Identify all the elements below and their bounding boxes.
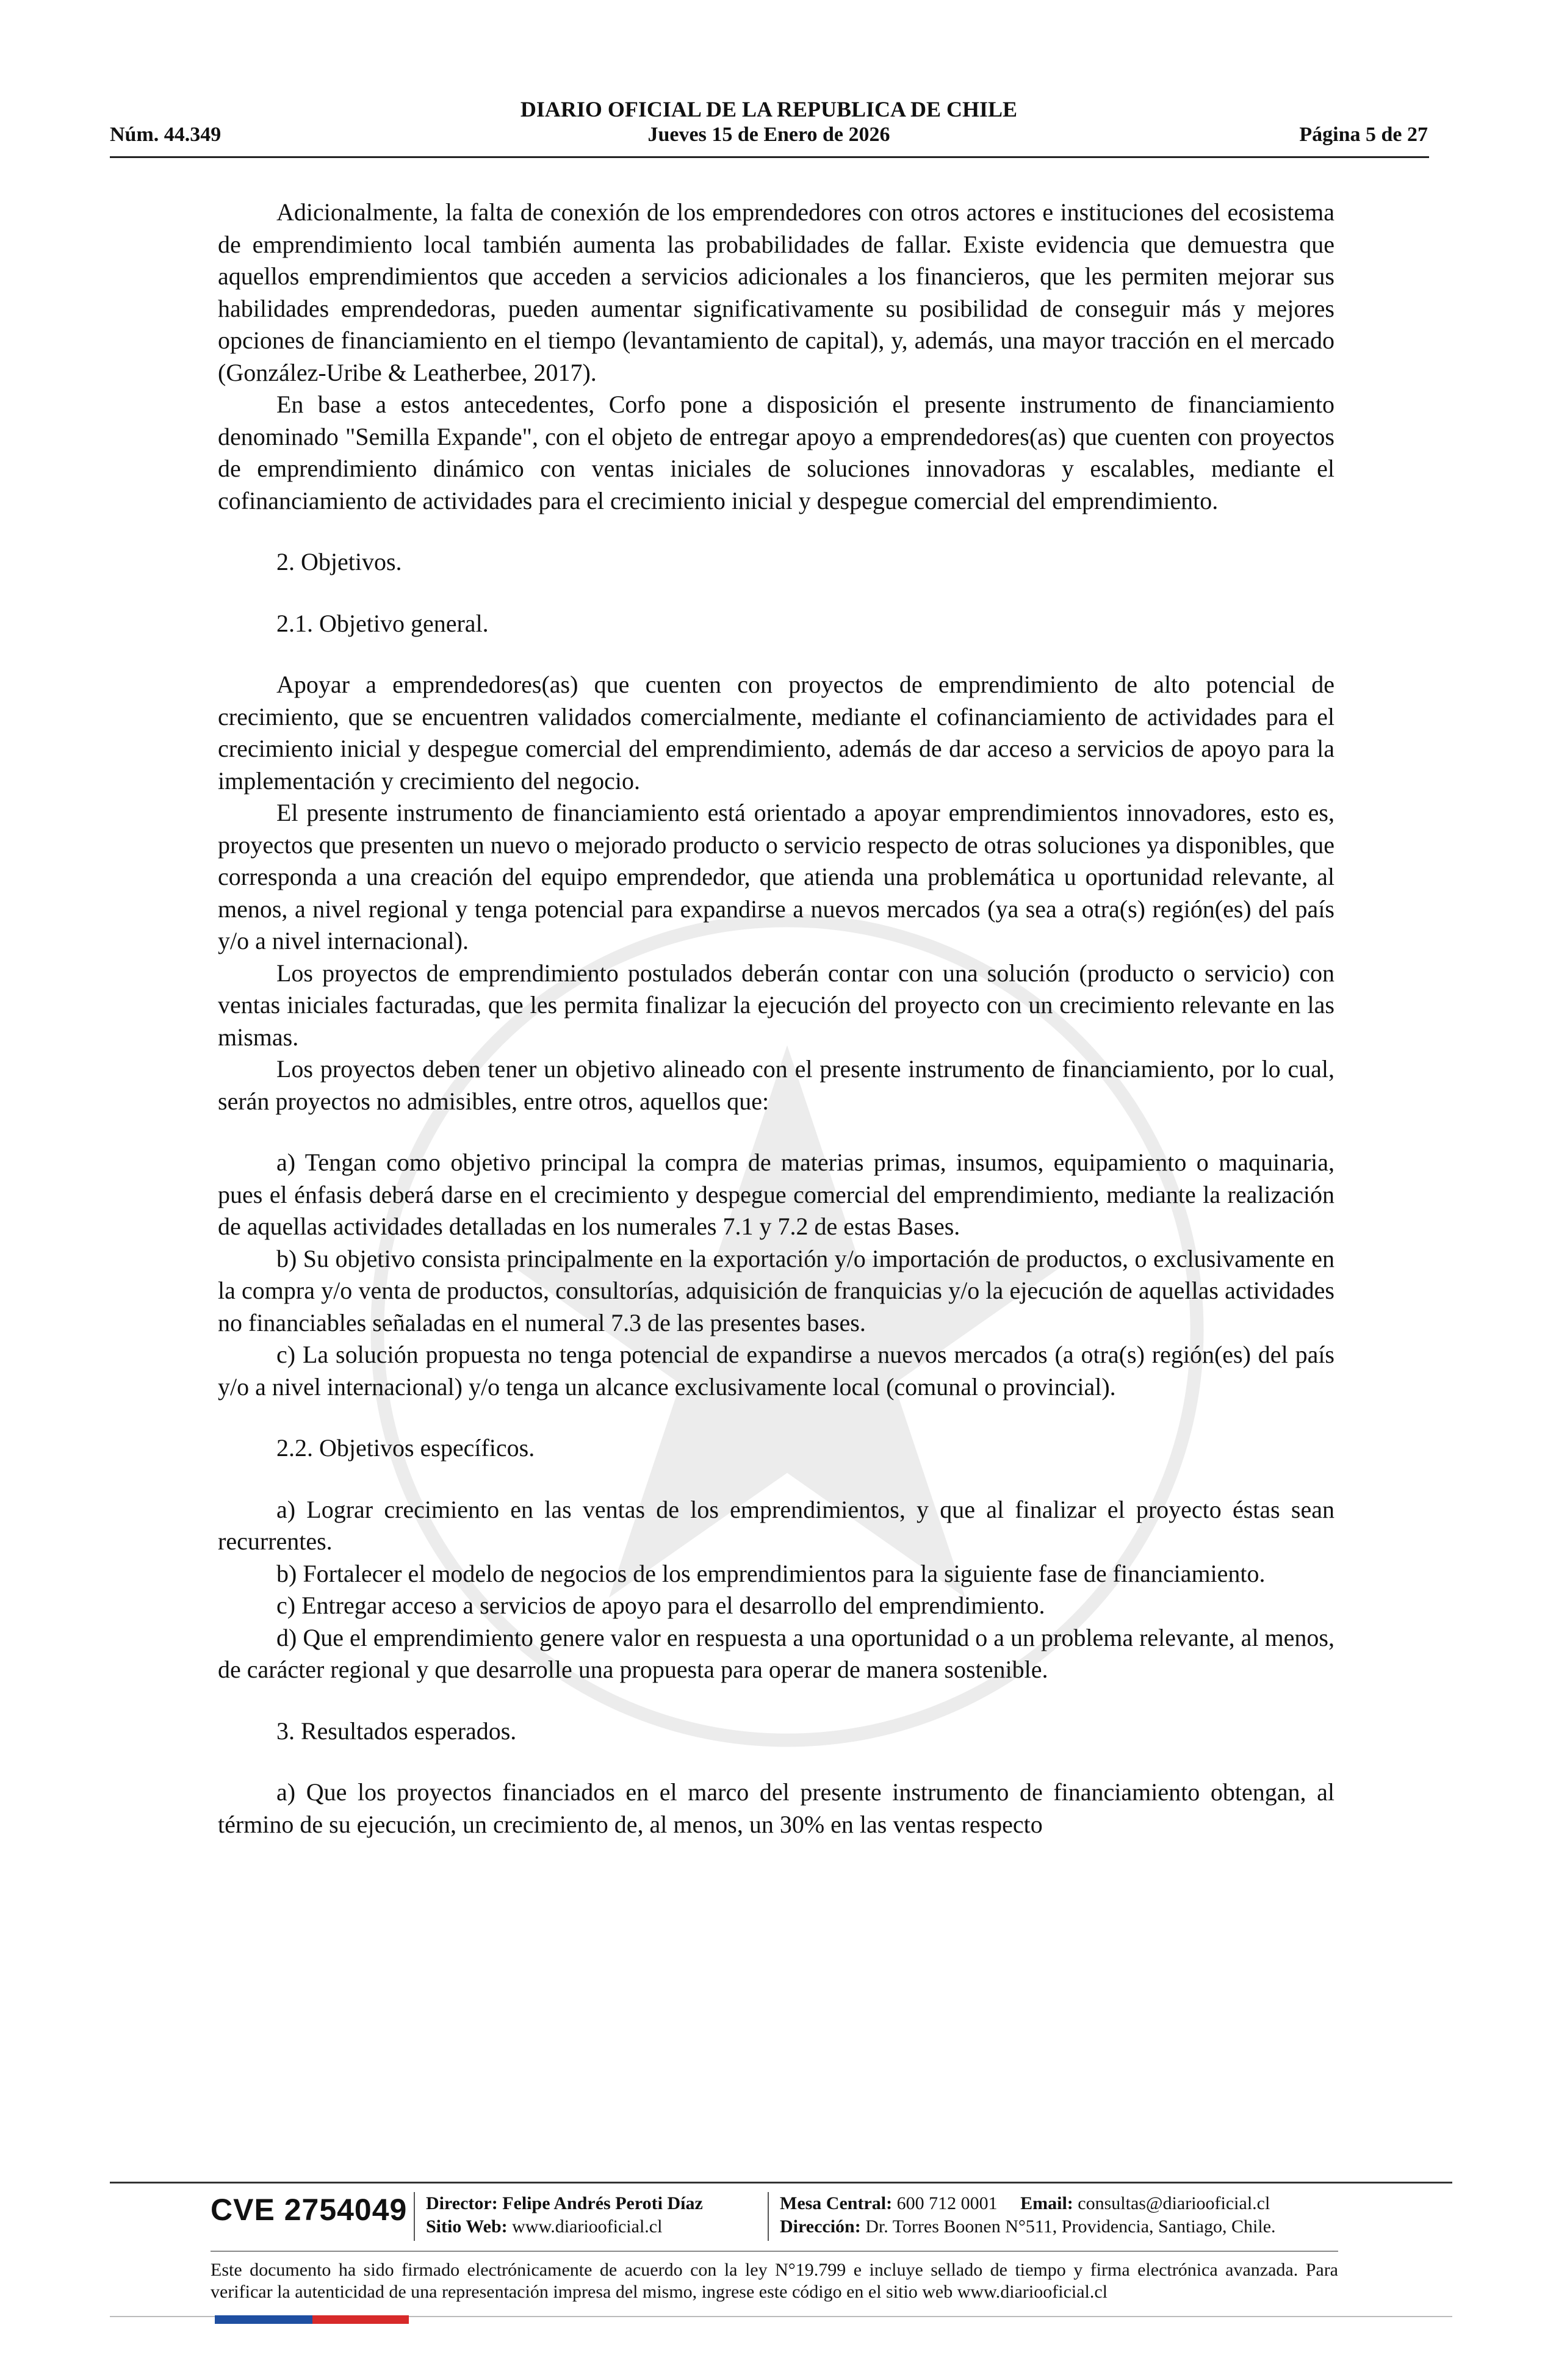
- footer-separator: [768, 2192, 769, 2241]
- footer-separator: [414, 2192, 415, 2241]
- paragraph: Apoyar a emprendedores(as) que cuenten con proyectos de emprendimiento de alto potencial de crecimiento, que se encuentren validados comercialmente, mediante el cofinanciamiento de actividades para el crecimiento inicial y despegue comercial del emprendimiento, además de dar acceso a servicios de apoyo para la implementación y crecimiento del negocio.: [218, 671, 1334, 795]
- list-item: c) La solución propuesta no tenga potencial de expandirse a nuevos mercados (a otra(s) región(es) del país y/o a nivel internacional) y/o tenga un alcance exclusivamente local (comunal o provincial).: [218, 1341, 1334, 1401]
- list-item: a) Lograr crecimiento en las ventas de los emprendimientos, y que al finalizar el proyecto éstas sean recurrentes.: [218, 1495, 1334, 1555]
- cve-code: CVE 2754049: [211, 2193, 408, 2227]
- footer-inner-divider: [211, 2251, 1338, 2252]
- list-item: b) Su objetivo consista principalmente en la exportación y/o importación de productos, o exclusivamente en la compra y/o venta de productos, consultorías, adquisición de franquicias y/o la ejecución de aquellas actividades no financiables señaladas en el numeral 7.3 de las presentes bases.: [218, 1244, 1334, 1336]
- legal-notice: Este documento ha sido firmado electrónicamente de acuerdo con la ley N°19.799 e incluye sellado de tiempo y firma electrónica avanzada. Para verificar la autenticidad de una representación impresa del mismo, ingrese este código en el sitio web www.diariooficial.cl: [211, 2260, 1338, 2302]
- subsection-heading: 2.1. Objetivo general.: [276, 609, 489, 637]
- phone-value: 600 712 0001: [896, 2193, 998, 2213]
- flag-stripe: [215, 2315, 409, 2324]
- list-item: a) Que los proyectos financiados en el marco del presente instrumento de financiamiento obtengan, al término de su ejecución, un crecimiento de, al menos, un 30% en las ventas respecto: [218, 1778, 1334, 1838]
- paragraph: Adicionalmente, la falta de conexión de los emprendedores con otros actores e instituciones del ecosistema de emprendimiento local también aumenta las probabilidades de fallar. Existe evidencia que demuestra que aquellos emprendimientos que acceden a servicios adicionales a los financieros, que les permiten mejorar sus habilidades emprendedoras, pueden aumentar significativamente su posibilidad de conseguir más y mejores opciones de financiamiento en el tiempo (levantamiento de capital), y, además, una mayor tracción en el mercado (González-Uribe & Leatherbee, 2017).: [218, 198, 1334, 386]
- address-label: Dirección:: [780, 2216, 861, 2237]
- address-line: [780, 2215, 1276, 2238]
- email-link[interactable]: consultas@diariooficial.cl: [1078, 2193, 1270, 2213]
- website-link[interactable]: www.diariooficial.cl: [512, 2216, 663, 2237]
- website-label: Sitio Web:: [426, 2216, 508, 2237]
- director-line: [426, 2192, 703, 2215]
- paragraph: Los proyectos de emprendimiento postulados deberán contar con una solución (producto o servicio) con ventas iniciales facturadas, que les permita finalizar la ejecución del proyecto con un crecimiento relevante en las mismas.: [218, 959, 1334, 1051]
- paragraph: En base a estos antecedentes, Corfo pone a disposición el presente instrumento de financiamiento denominado "Semilla Expande", con el objeto de entregar apoyo a emprendedores(as) que cuenten con proyectos de emprendimiento dinámico con ventas iniciales de soluciones innovadoras y escalables, mediante el cofinanciamiento de actividades para el crecimiento inicial y despegue comercial del emprendimiento.: [218, 391, 1334, 514]
- list-item: c) Entregar acceso a servicios de apoyo para el desarrollo del emprendimiento.: [276, 1592, 1045, 1619]
- director-name: Felipe Andrés Peroti Díaz: [502, 2193, 703, 2213]
- flag-red-segment: [312, 2315, 409, 2324]
- section-heading: 3. Resultados esperados.: [276, 1717, 517, 1745]
- list-item: a) Tengan como objetivo principal la compra de materias primas, insumos, equipamiento o maquinaria, pues el énfasis deberá darse en el crecimiento y despegue comercial del emprendimiento, mediante la realización de aquellas actividades detalladas en los numerales 7.1 y 7.2 de estas Bases.: [218, 1149, 1334, 1240]
- paragraph: Los proyectos deben tener un objetivo alineado con el presente instrumento de financiamiento, por lo cual, serán proyectos no admisibles, entre otros, aquellos que:: [218, 1055, 1334, 1115]
- issue-date: Jueves 15 de Enero de 2026: [647, 123, 890, 146]
- contact-line: [780, 2192, 1270, 2215]
- newspaper-title: DIARIO OFICIAL DE LA REPUBLICA DE CHILE: [520, 97, 1018, 121]
- director-label: Director:: [426, 2193, 498, 2213]
- footer-divider: [110, 2182, 1452, 2183]
- website-line: [426, 2215, 662, 2238]
- address-value: Dr. Torres Boonen N°511, Providencia, Santiago, Chile.: [865, 2216, 1276, 2237]
- issue-number: Núm. 44.349: [110, 123, 222, 146]
- email-label: Email:: [1020, 2193, 1073, 2213]
- flag-blue-segment: [215, 2315, 312, 2324]
- phone-label: Mesa Central:: [780, 2193, 893, 2213]
- header-divider: [110, 156, 1429, 158]
- document-body: [218, 197, 1334, 1841]
- page-header: [110, 96, 1428, 154]
- list-item: d) Que el emprendimiento genere valor en respuesta a una oportunidad o a un problema relevante, al menos, de carácter regional y que desarrolle una propuesta para operar de manera sostenible.: [218, 1623, 1334, 1683]
- paragraph: El presente instrumento de financiamiento está orientado a apoyar emprendimientos innovadores, esto es, proyectos que presenten un nuevo o mejorado producto o servicio respecto de otras soluciones ya disponibles, que corresponda a una creación del equipo emprendedor, que atienda una problemática u oportunidad relevante, al menos, a nivel regional y tenga potencial para expandirse a nuevos mercados (ya sea a otra(s) región(es) del país y/o a nivel internacional).: [218, 799, 1334, 954]
- section-heading: 2. Objetivos.: [276, 548, 402, 575]
- list-item: b) Fortalecer el modelo de negocios de los emprendimientos para la siguiente fase de financiamiento.: [276, 1559, 1266, 1587]
- subsection-heading: 2.2. Objetivos específicos.: [276, 1434, 535, 1462]
- page-indicator: Página 5 de 27: [1299, 123, 1428, 146]
